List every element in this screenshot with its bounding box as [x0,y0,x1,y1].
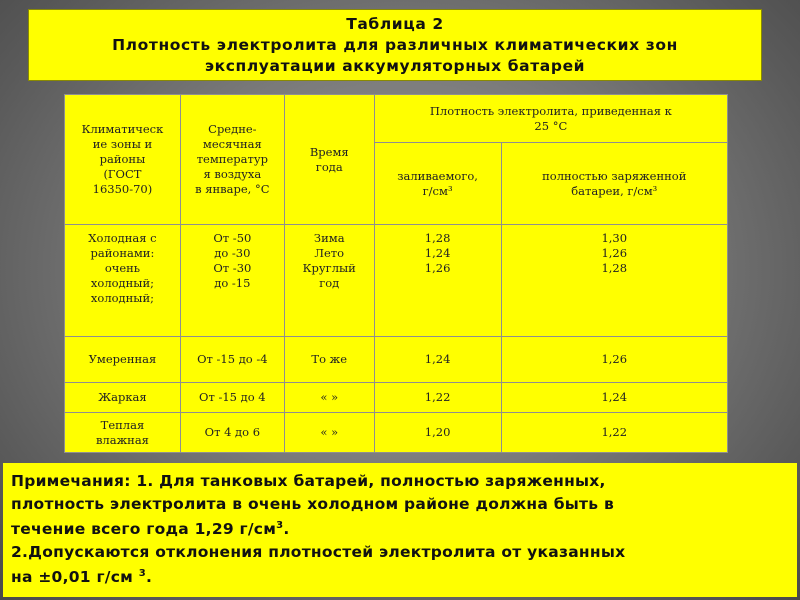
header-charged-density: полностью заряженной батареи, г/см³ [501,143,727,225]
header-climate-zones: Климатическ ие зоны и районы (ГОСТ 16350-70) [65,95,181,225]
cell-fill-density: 1,28 1,24 1,26 [374,225,501,337]
density-table [64,94,728,453]
cell-temperature: От -15 до 4 [180,383,284,413]
cell-temperature: От -50 до -30 От -30 до -15 [180,225,284,337]
table-row [65,225,728,337]
header-season: Время года [284,95,374,225]
table-title-line-1: Плотность электролита для различных климатических зон [112,36,678,54]
cell-season: То же [284,337,374,383]
header-density-group: Плотность электролита, приведенная к 25 °С [374,95,727,143]
title-box [28,9,762,81]
table-title-line-2: эксплуатации аккумуляторных батарей [204,57,586,75]
cell-zone: Теплая влажная [65,413,181,453]
header-fill-density: заливаемого, г/см³ [374,143,501,225]
cell-charged-density: 1,30 1,26 1,28 [501,225,727,337]
cell-fill-density: 1,24 [374,337,501,383]
note-line: Примечания: 1. Для танковых батарей, полностью заряженных, [11,472,606,490]
cell-zone: Холодная с районами: очень холодный; холодный; [65,225,181,337]
cell-charged-density: 1,22 [501,413,727,453]
cell-season: « » [284,383,374,413]
cell-season: Зима Лето Круглый год [284,225,374,337]
cell-temperature: От 4 до 6 [180,413,284,453]
table-row [65,413,728,453]
note-line: течение всего года 1,29 $г/см^3$. [11,520,290,539]
cell-charged-density: 1,26 [501,337,727,383]
table-row [65,383,728,413]
cell-zone: Жаркая [65,383,181,413]
note-line: на ±0,01 г/см $^3$. [11,568,153,587]
cell-zone: Умеренная [65,337,181,383]
cell-charged-density: 1,24 [501,383,727,413]
table-number: Таблица 2 [346,15,444,33]
cell-season: « » [284,413,374,453]
header-january-temperature: Средне- месячная температур я воздуха в январе, °С [180,95,284,225]
note-line: плотность электролита в очень холодном районе должна быть в [11,494,615,513]
cell-temperature: От -15 до -4 [180,337,284,383]
cell-fill-density: 1,22 [374,383,501,413]
notes-box [3,463,797,597]
cell-fill-density: 1,20 [374,413,501,453]
note-line: 2.Допускаются отклонения плотностей электролита от указанных [11,542,626,561]
table-row [65,337,728,383]
